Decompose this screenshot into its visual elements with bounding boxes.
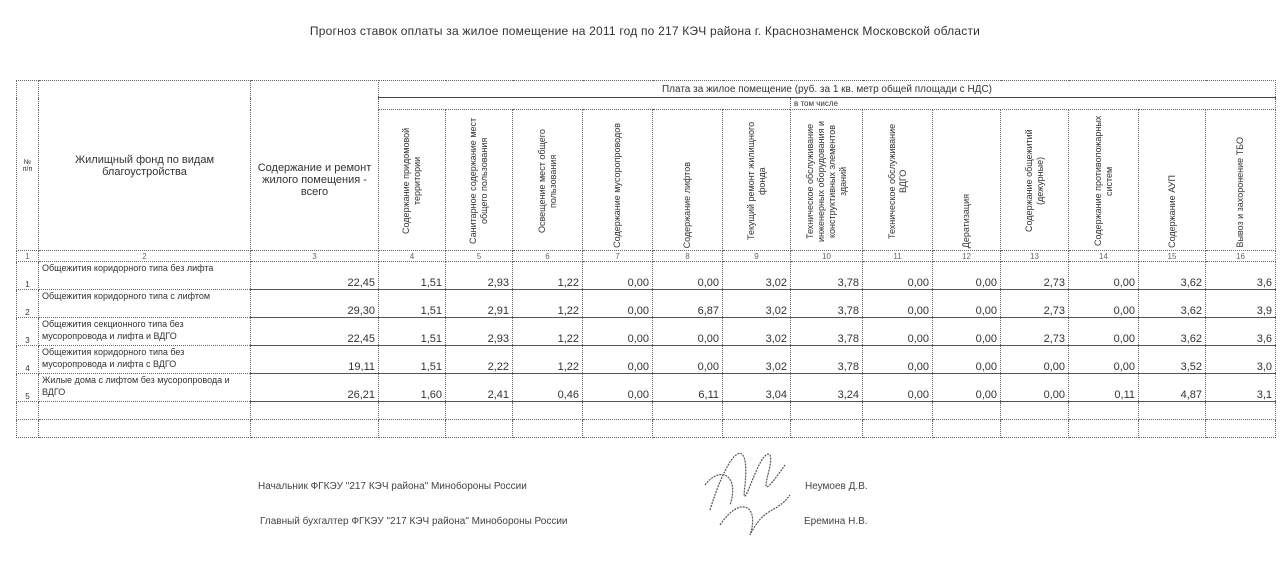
column-number: 13 [1001,251,1069,262]
table-row [17,374,1276,402]
row-value: 1,51 [379,318,446,346]
row-index: 2 [17,290,39,318]
row-total: 29,30 [251,290,379,318]
row-value: 1,51 [379,290,446,318]
header-col: Содержание противопожарных систем [1092,115,1114,247]
row-value: 0,00 [1001,346,1069,374]
row-value: 1,60 [379,374,446,402]
row-value: 1,51 [379,262,446,290]
signature-icon [690,425,810,545]
row-value: 0,11 [1069,374,1139,402]
column-number: 8 [653,251,723,262]
column-number: 6 [513,251,583,262]
header-col: Содержание мусоропроводов [612,123,622,248]
row-index: 5 [17,374,39,402]
table-row [17,290,1276,318]
row-value: 0,00 [1069,318,1139,346]
row-value: 0,00 [583,262,653,290]
header-col: Вывоз и захоронение ТБО [1235,137,1245,248]
row-value: 3,78 [791,290,863,318]
column-number: 16 [1206,251,1276,262]
row-value: 0,00 [863,318,933,346]
row-value: 3,02 [723,262,791,290]
document-title: Прогноз ставок оплаты за жилое помещение на 2011 год по 217 КЭЧ района г. Краснознаменск Московской области [309,24,981,38]
row-name: Общежития коридорного типа без мусоропровода и лифта с ВДГО [39,346,251,374]
header-col: Содержание АУП [1166,175,1177,248]
row-value: 3,02 [723,346,791,374]
row-value: 3,62 [1139,290,1206,318]
row-value: 3,52 [1139,346,1206,374]
column-number: 4 [379,251,446,262]
row-value: 0,00 [653,262,723,290]
row-value: 3,78 [791,262,863,290]
header-col: Техническое обслуживание ВДГО [886,123,908,239]
row-value: 0,00 [863,346,933,374]
column-number: 2 [39,251,251,262]
column-numbers-row [17,251,1276,262]
row-value: 0,00 [583,290,653,318]
chief-name: Неумоев Д.В. [805,481,868,492]
row-value: 1,22 [513,290,583,318]
accountant-label: Главный бухгалтер ФГКЭУ "217 КЭЧ района" Минобороны России [260,516,568,527]
row-name: Жилые дома с лифтом без мусоропровода и ВДГО [39,374,251,402]
row-value: 0,00 [933,262,1001,290]
row-value: 2,73 [1001,318,1069,346]
row-value: 2,93 [446,262,513,290]
rates-table [16,80,1276,438]
row-name: Общежития коридорного типа без лифта [39,262,251,290]
row-value: 0,00 [583,374,653,402]
accountant-name: Еремина Н.В. [804,516,868,527]
row-value: 3,24 [791,374,863,402]
row-value: 0,00 [1069,346,1139,374]
row-value: 3,9 [1206,290,1276,318]
row-total: 22,45 [251,318,379,346]
row-index: 3 [17,318,39,346]
header-total: Содержание и ремонт жилого помещения - всего [251,110,379,251]
row-value: 3,78 [791,346,863,374]
row-total: 19,11 [251,346,379,374]
row-value: 0,00 [863,374,933,402]
row-value: 2,22 [446,346,513,374]
row-name: Общежития секционного типа без мусоропровода и лифта и ВДГО [39,318,251,346]
column-number: 10 [791,251,863,262]
empty-row [17,420,1276,438]
row-value: 3,62 [1139,262,1206,290]
row-value: 3,1 [1206,374,1276,402]
header-group: Плата за жилое помещение (руб. за 1 кв. метр общей площади с НДС) [379,81,1276,98]
chief-label: Начальник ФГКЭУ "217 КЭЧ района" Минобороны России [258,481,527,492]
header-col: Санитарное содержание мест общего пользования [468,117,489,245]
row-value: 1,51 [379,346,446,374]
row-value: 1,22 [513,262,583,290]
row-value: 3,04 [723,374,791,402]
table-row [17,262,1276,290]
column-number: 3 [251,251,379,262]
row-value: 2,91 [446,290,513,318]
column-number: 5 [446,251,513,262]
row-value: 0,00 [1069,262,1139,290]
row-value: 1,22 [513,318,583,346]
table-row [17,318,1276,346]
column-number: 1 [17,251,39,262]
column-number: 14 [1069,251,1139,262]
row-value: 0,00 [933,346,1001,374]
row-value: 3,0 [1206,346,1276,374]
row-value: 0,00 [933,290,1001,318]
row-value: 0,00 [583,346,653,374]
row-value: 4,87 [1139,374,1206,402]
row-value: 0,00 [933,318,1001,346]
empty-row [17,402,1276,420]
row-value: 3,6 [1206,262,1276,290]
header-col: Текущий ремонт жилищного фонда [745,121,767,241]
row-value: 1,22 [513,346,583,374]
row-index: 4 [17,346,39,374]
row-value: 6,87 [653,290,723,318]
row-value: 0,00 [653,318,723,346]
row-value: 0,00 [583,318,653,346]
column-number: 15 [1139,251,1206,262]
row-value: 0,00 [653,346,723,374]
row-index: 1 [17,262,39,290]
row-value: 0,00 [1069,290,1139,318]
row-value: 3,78 [791,318,863,346]
row-value: 0,00 [933,374,1001,402]
row-value: 0,00 [863,290,933,318]
header-fund: Жилищный фонд по видам благоустройства [39,81,251,251]
header-col: Содержание общежитий (дежурные) [1023,129,1045,233]
row-value: 3,02 [723,318,791,346]
column-number: 12 [933,251,1001,262]
row-value: 0,00 [1001,374,1069,402]
row-total: 26,21 [251,374,379,402]
row-value: 2,73 [1001,290,1069,318]
row-value: 3,6 [1206,318,1276,346]
header-subgroup: в том числе [791,98,1276,110]
row-value: 3,02 [723,290,791,318]
header-col: Освещение мест общего пользования [536,129,558,233]
row-value: 2,41 [446,374,513,402]
header-col: Содержание придомовой территории [401,127,422,235]
row-name: Общежития коридорного типа с лифтом [39,290,251,318]
table-row [17,346,1276,374]
column-number: 11 [863,251,933,262]
row-value: 2,93 [446,318,513,346]
column-number: 7 [583,251,653,262]
row-total: 22,45 [251,262,379,290]
row-value: 0,00 [863,262,933,290]
column-number: 9 [723,251,791,262]
row-value: 3,62 [1139,318,1206,346]
header-col: Дератизация [961,193,971,248]
header-num: № п/п [17,81,39,251]
row-value: 2,73 [1001,262,1069,290]
row-value: 6,11 [653,374,723,402]
row-value: 0,46 [513,374,583,402]
header-col: Техническое обслуживание инженерных оборудования и конструктивных элементов зданий [804,120,848,242]
header-col: Содержание лифтов [682,161,692,248]
